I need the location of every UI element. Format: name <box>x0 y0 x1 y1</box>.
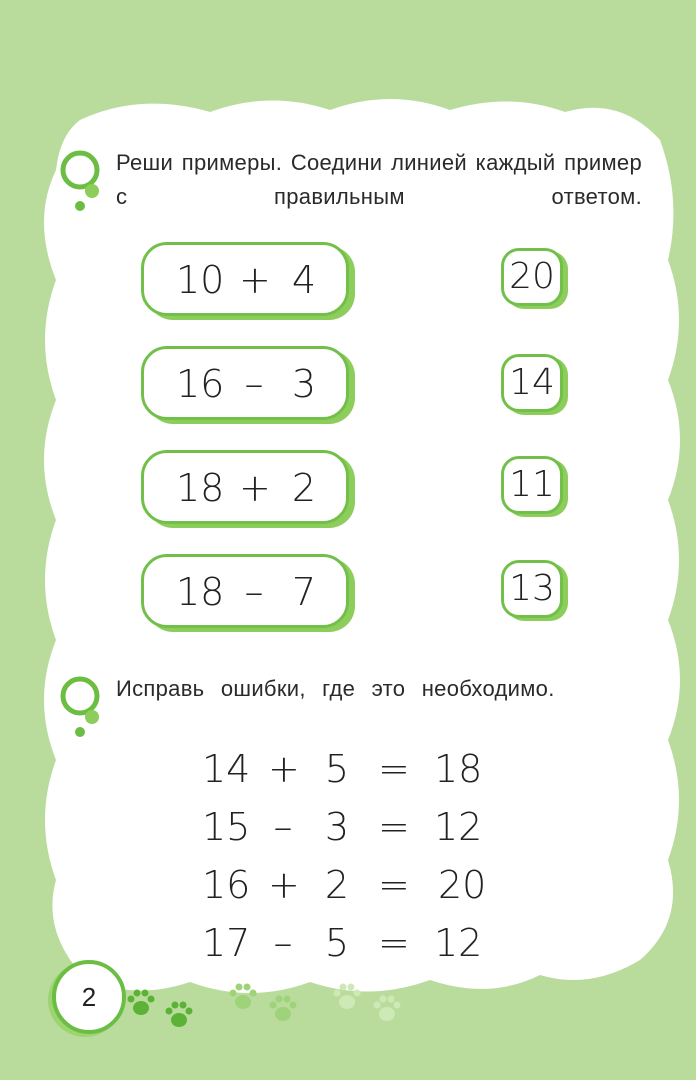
page-number: 2 <box>52 960 126 1034</box>
equation-row <box>0 744 696 794</box>
equals-sign: = <box>378 863 410 907</box>
operand-a: 18 <box>176 466 225 510</box>
operand-b: 5 <box>324 921 350 965</box>
bubble-icon <box>58 148 108 214</box>
answer-box: 14 <box>501 354 563 412</box>
operand-b: 2 <box>324 863 350 907</box>
answer-box: 13 <box>501 560 563 618</box>
result: 12 <box>434 805 483 849</box>
operand-b: 5 <box>324 747 350 791</box>
paw-print-icon <box>226 980 260 1014</box>
operand-b: 7 <box>291 570 317 614</box>
paw-print-icon <box>124 986 158 1020</box>
operand-a: 15 <box>202 805 251 849</box>
paw-print-icon <box>162 998 196 1032</box>
equation-row <box>0 918 696 968</box>
answer-box: 20 <box>501 248 563 306</box>
operator: + <box>239 258 271 302</box>
operand-b: 3 <box>324 805 350 849</box>
task1-instructions: Реши примеры. Соедини линией каждый пример с правильным ответом. <box>116 150 642 209</box>
operator: + <box>239 466 271 510</box>
paw-print-icon <box>370 992 404 1026</box>
example-card <box>141 450 349 524</box>
operand-a: 16 <box>176 362 225 406</box>
result: 12 <box>434 921 483 965</box>
operator: – <box>273 805 293 849</box>
operand-b: 4 <box>291 258 317 302</box>
equals-sign: = <box>378 805 410 849</box>
bubble-icon <box>58 674 108 740</box>
example-card <box>141 346 349 420</box>
equals-sign: = <box>378 747 410 791</box>
task2-instructions: Исправь ошибки, где это необходимо. <box>116 676 555 701</box>
equals-sign: = <box>378 921 410 965</box>
answer-box: 11 <box>501 456 563 514</box>
operator: – <box>244 570 264 614</box>
operand-b: 2 <box>291 466 317 510</box>
paw-print-icon <box>266 992 300 1026</box>
example-card <box>141 242 349 316</box>
equation-row <box>0 802 696 852</box>
result: 18 <box>434 747 483 791</box>
operator: – <box>244 362 264 406</box>
operator: + <box>268 747 300 791</box>
operand-a: 16 <box>202 863 251 907</box>
operator: – <box>273 921 293 965</box>
example-card <box>141 554 349 628</box>
operand-b: 3 <box>291 362 317 406</box>
paw-print-icon <box>330 980 364 1014</box>
operand-a: 10 <box>176 258 225 302</box>
operand-a: 14 <box>202 747 251 791</box>
operator: + <box>268 863 300 907</box>
result: 20 <box>438 863 487 907</box>
operand-a: 17 <box>202 921 251 965</box>
equation-row <box>0 860 696 910</box>
operand-a: 18 <box>176 570 225 614</box>
